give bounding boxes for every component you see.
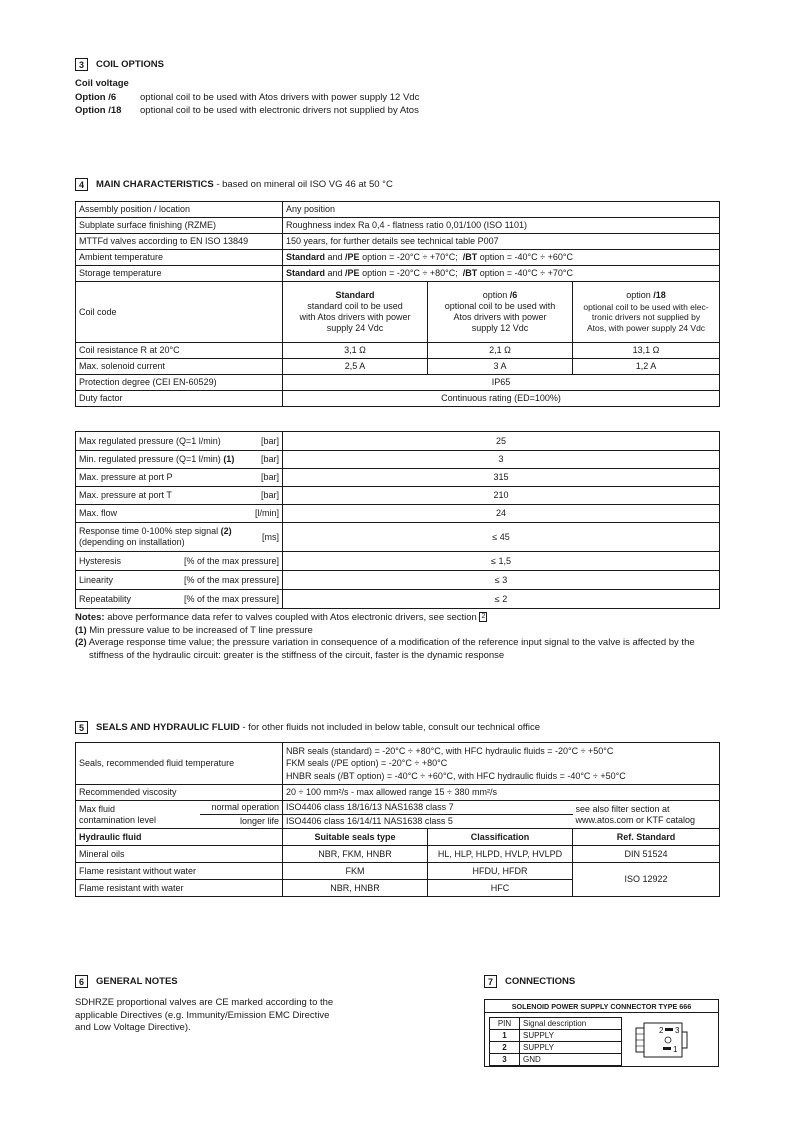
coil-head <box>576 290 716 301</box>
perf-value: ≤ 45 <box>283 523 720 552</box>
note-text: Min pressure value to be increased of T line pressure <box>86 624 313 636</box>
table-row <box>490 1030 622 1042</box>
perf-value: ≤ 3 <box>283 571 720 590</box>
perf-label <box>79 454 234 465</box>
general-notes-line: and Low Voltage Directive). <box>75 1022 191 1034</box>
resistance-value: 3,1 Ω <box>283 343 428 359</box>
perf-label-cell <box>76 571 283 590</box>
pin-2-contact <box>665 1028 673 1031</box>
contamination-label <box>76 801 200 829</box>
fluid-name: Flame resistant without water <box>76 863 283 880</box>
connector-diagram <box>635 1020 695 1060</box>
table-row <box>76 359 720 375</box>
perf-label-cell <box>76 552 283 571</box>
perf-label: Max. pressure at port T <box>79 490 172 501</box>
table-row <box>76 218 720 234</box>
note-marker: (1) <box>75 624 87 636</box>
standard-label: Standard <box>286 252 326 263</box>
filter-reference <box>573 801 720 829</box>
coil-line: standard coil to be used <box>307 300 403 311</box>
range-text: option = -40°C ÷ +60°C <box>477 252 573 263</box>
fluid-standard: DIN 51524 <box>573 846 720 863</box>
section-header <box>75 58 419 71</box>
current-value: 2,5 A <box>283 359 428 375</box>
duty-label: Duty factor <box>76 391 283 407</box>
range-text: option = -40°C ÷ +70°C <box>477 268 573 279</box>
filter-ref-line: see also filter section at <box>575 803 670 814</box>
longer-life-value: ISO4406 class 16/14/11 NAS1638 class 5 <box>283 815 573 829</box>
pin-3-label: 3 <box>675 1026 680 1035</box>
section-number: 4 <box>75 178 88 191</box>
table-row <box>76 785 720 801</box>
viscosity-value: 20 ÷ 100 mm²/s - max allowed range 15 ÷ 380 mm²/s <box>283 785 720 801</box>
pin-signal: GND <box>520 1054 622 1066</box>
table-row <box>76 266 720 282</box>
perf-label: Linearity <box>79 574 114 585</box>
section-connections <box>484 975 575 988</box>
perf-value: 24 <box>283 505 720 523</box>
coil-voltage-subtitle: Coil voltage <box>75 78 129 89</box>
seals-values <box>283 743 720 785</box>
row-label: MTTFd valves according to EN ISO 13849 <box>76 234 283 250</box>
table-row <box>76 391 720 407</box>
row-value: Any position <box>283 202 720 218</box>
fluid-header-row <box>76 829 720 846</box>
storage-label: Storage temperature <box>76 266 283 282</box>
resistance-value: 13,1 Ω <box>573 343 720 359</box>
bt-option: /BT <box>462 268 478 279</box>
perf-unit: [bar] <box>260 454 279 465</box>
performance-notes <box>75 612 725 662</box>
coil-line: Atos, with power supply 24 Vdc <box>586 322 706 333</box>
section-number: 7 <box>484 975 497 988</box>
perf-label-cell <box>76 451 283 469</box>
and-text: and <box>325 252 346 263</box>
resistance-label: Coil resistance R at 20°C <box>76 343 283 359</box>
section-number: 6 <box>75 975 88 988</box>
section-title: MAIN CHARACTERISTICS <box>96 179 214 190</box>
fluid-seals: NBR, HNBR <box>283 880 428 897</box>
perf-unit: [% of the max pressure] <box>183 574 279 585</box>
ground-contact <box>665 1037 671 1043</box>
general-notes-line: applicable Directives (e.g. Immunity/Emission EMC Directive <box>75 1009 330 1021</box>
option-label: Option /18 <box>75 105 122 117</box>
and-text: and <box>325 268 346 279</box>
range-text: option = -20°C ÷ +80°C; <box>359 268 463 279</box>
response-line: (depending on installation) <box>79 537 185 547</box>
note-1 <box>75 625 725 638</box>
option-text: optional coil to be used with electronic drivers not supplied by Atos <box>140 105 419 117</box>
table-row <box>76 469 720 487</box>
coil-head-option: /6 <box>509 289 518 300</box>
section-ref: 2 <box>481 613 486 621</box>
fluid-class: HFDU, HFDR <box>428 863 573 880</box>
note-ref: (2) <box>220 526 232 537</box>
column-header: Suitable seals type <box>283 829 428 846</box>
section-title-suffix: - based on mineral oil ISO VG 46 at 50 °C <box>213 179 393 190</box>
note-2 <box>75 637 725 662</box>
longer-life-label: longer life <box>200 815 283 829</box>
section-number: 5 <box>75 721 88 734</box>
table-row <box>76 432 720 451</box>
section-header <box>75 721 540 734</box>
perf-label-cell <box>76 590 283 609</box>
perf-label-text: Min. regulated pressure (Q=1 l/min) <box>79 454 224 465</box>
perf-value: ≤ 1,5 <box>283 552 720 571</box>
perf-label-cell <box>76 505 283 523</box>
section-general-notes <box>75 975 375 1035</box>
table-row <box>76 451 720 469</box>
seals-label: Seals, recommended fluid temperature <box>76 743 283 785</box>
perf-value: 210 <box>283 487 720 505</box>
ambient-label: Ambient temperature <box>76 250 283 266</box>
coil-options-list <box>75 91 419 118</box>
section-header <box>75 178 393 191</box>
option-label: Option /6 <box>75 92 117 103</box>
pin-number: 2 <box>490 1042 520 1054</box>
section-title-suffix: - for other fluids not included in below table, consult our technical office <box>239 722 541 733</box>
perf-label: Hysteresis <box>79 555 122 566</box>
section-title: SEALS AND HYDRAULIC FLUID <box>96 722 240 733</box>
perf-value: 25 <box>283 432 720 451</box>
perf-value: 3 <box>283 451 720 469</box>
option-row <box>75 104 419 117</box>
protection-value: IP65 <box>283 375 720 391</box>
table-row <box>76 523 720 552</box>
connector-pin-table <box>489 1017 622 1066</box>
section-title: COIL OPTIONS <box>96 59 164 70</box>
pin-2-label: 2 <box>659 1026 664 1035</box>
perf-label <box>79 526 232 548</box>
section-header <box>484 975 575 988</box>
table-row <box>76 250 720 266</box>
contamination-label-line: Max fluid <box>79 803 116 814</box>
perf-unit: [bar] <box>260 490 279 501</box>
note-marker: (2) <box>75 637 87 649</box>
seals-line: NBR seals (standard) = -20°C ÷ +80°C, with HFC hydraulic fluids = -20°C ÷ +50°C <box>286 746 614 757</box>
option-text: optional coil to be used with Atos drivers with power supply 12 Vdc <box>140 92 420 103</box>
range-text: option = -20°C ÷ +70°C; <box>359 252 463 263</box>
pin-signal: SUPPLY <box>520 1042 622 1054</box>
protection-label: Protection degree (CEI EN-60529) <box>76 375 283 391</box>
perf-unit: [% of the max pressure] <box>183 555 279 566</box>
coil-head-option: /18 <box>653 290 666 301</box>
coil-head: Standard <box>335 289 375 300</box>
coil-head <box>431 290 569 301</box>
response-line: Response time 0-100% step signal <box>79 526 221 537</box>
seals-line: FKM seals (/PE option) = -20°C ÷ +80°C <box>286 758 448 769</box>
performance-table <box>75 431 720 609</box>
fluid-standard: ISO 12922 <box>573 863 720 897</box>
section-title: CONNECTIONS <box>505 976 576 987</box>
perf-unit: [ms] <box>262 531 279 542</box>
pin-header-row <box>490 1018 622 1030</box>
main-characteristics-table <box>75 201 720 407</box>
row-label: Assembly position / location <box>76 202 283 218</box>
row-label: Subplate surface finishing (RZME) <box>76 218 283 234</box>
note-ref: (1) <box>223 454 235 465</box>
column-header: Hydraulic fluid <box>76 829 283 846</box>
perf-label: Max. pressure at port P <box>79 472 173 483</box>
option-row <box>75 91 419 104</box>
signal-header: Signal description <box>520 1018 622 1030</box>
standard-label: Standard <box>286 268 326 279</box>
perf-unit: [l/min] <box>254 508 279 519</box>
fluid-name: Flame resistant with water <box>76 880 283 897</box>
general-notes-text <box>75 997 375 1035</box>
perf-label: Repeatability <box>79 593 132 604</box>
table-row <box>76 375 720 391</box>
table-row <box>76 743 720 785</box>
coil-option6-cell <box>428 282 573 343</box>
coil-line: supply 12 Vdc <box>471 323 529 334</box>
storage-value <box>283 266 720 282</box>
perf-value: ≤ 2 <box>283 590 720 609</box>
section-title: GENERAL NOTES <box>96 976 178 987</box>
table-row <box>76 801 720 815</box>
perf-label-cell <box>76 469 283 487</box>
column-header: Ref. Standard <box>573 829 720 846</box>
coil-standard-cell <box>283 282 428 343</box>
perf-unit: [bar] <box>260 472 279 483</box>
coil-code-row <box>76 282 720 343</box>
row-value: 150 years, for further details see technical table P007 <box>283 234 720 250</box>
general-notes-line: SDHRZE proportional valves are CE marked according to the <box>75 997 334 1008</box>
connector-tab <box>682 1032 687 1048</box>
seals-table <box>75 742 720 897</box>
current-label: Max. solenoid current <box>76 359 283 375</box>
fluid-name: Mineral oils <box>76 846 283 863</box>
fluid-class: HL, HLP, HLPD, HVLP, HVLPD <box>428 846 573 863</box>
section-coil-options <box>75 58 419 118</box>
pin-number: 1 <box>490 1030 520 1042</box>
pin-header: PIN <box>490 1018 520 1030</box>
notes-label: Notes: <box>75 612 105 623</box>
table-row <box>76 505 720 523</box>
table-row <box>76 552 720 571</box>
fluid-seals: NBR, FKM, HNBR <box>283 846 428 863</box>
resistance-value: 2,1 Ω <box>428 343 573 359</box>
pin-1-contact <box>663 1047 671 1050</box>
table-row <box>76 571 720 590</box>
normal-operation-label: normal operation <box>200 801 283 815</box>
perf-label: Max regulated pressure (Q=1 l/min) <box>79 435 221 446</box>
duty-value: Continuous rating (ED=100%) <box>283 391 720 407</box>
perf-label-cell <box>76 487 283 505</box>
table-row <box>76 202 720 218</box>
perf-unit: [% of the max pressure] <box>183 593 279 604</box>
coil-line: optional coil to be used with elec- <box>583 301 709 312</box>
coil-option18-cell <box>573 282 720 343</box>
table-row <box>490 1042 622 1054</box>
coil-line: with Atos drivers with power <box>299 312 411 322</box>
connector-title: SOLENOID POWER SUPPLY CONNECTOR TYPE 666 <box>485 1000 718 1013</box>
fluid-seals: FKM <box>283 863 428 880</box>
coil-line: tronic drivers not supplied by <box>591 312 701 323</box>
coil-head-pre: option <box>626 290 654 301</box>
section-seals <box>75 721 540 734</box>
section-header <box>75 975 375 988</box>
pin-1-label: 1 <box>673 1045 678 1054</box>
viscosity-label: Recommended viscosity <box>76 785 283 801</box>
fluid-class: HFC <box>428 880 573 897</box>
perf-label-cell <box>76 523 283 552</box>
note-text: Average response time value; the pressure variation in consequence of a modification of the reference input signal to the valve is affected by the stiffness of the hydraulic circuit: greater is the stiffness of the circuit, faster is the dynamic response <box>86 637 698 661</box>
table-row <box>76 590 720 609</box>
perf-unit: [bar] <box>260 435 279 446</box>
connector-box <box>484 999 719 1067</box>
perf-label-cell <box>76 432 283 451</box>
table-row <box>76 846 720 863</box>
pin-signal: SUPPLY <box>520 1030 622 1042</box>
table-row <box>490 1054 622 1066</box>
perf-label: Max. flow <box>79 508 118 519</box>
bt-option: /BT <box>462 252 478 263</box>
table-row <box>76 863 720 880</box>
pe-option: /PE <box>345 268 360 279</box>
column-header: Classification <box>428 829 573 846</box>
coil-line: Atos drivers with power <box>453 312 547 322</box>
coil-head-pre: option <box>482 289 510 300</box>
table-row <box>76 343 720 359</box>
row-value: Roughness index Ra 0,4 - flatness ratio 0,01/100 (ISO 1101) <box>283 218 720 234</box>
section-number: 3 <box>75 58 88 71</box>
filter-ref-line: www.atos.com or KTF catalog <box>575 814 696 825</box>
notes-line <box>75 612 725 625</box>
table-row <box>76 234 720 250</box>
perf-value: 315 <box>283 469 720 487</box>
normal-operation-value: ISO4406 class 18/16/13 NAS1638 class 7 <box>283 801 573 815</box>
pin-number: 3 <box>490 1054 520 1066</box>
coil-line: optional coil to be used with <box>444 300 556 311</box>
section-main-characteristics <box>75 178 393 191</box>
coil-code-label: Coil code <box>76 282 283 343</box>
ambient-value <box>283 250 720 266</box>
table-row <box>76 487 720 505</box>
current-value: 1,2 A <box>573 359 720 375</box>
pe-option: /PE <box>345 252 360 263</box>
current-value: 3 A <box>428 359 573 375</box>
coil-line: supply 24 Vdc <box>326 323 384 334</box>
notes-text: above performance data refer to valves coupled with Atos electronic drivers, see section <box>104 612 480 623</box>
contamination-label-line: contamination level <box>79 814 157 825</box>
seals-line: HNBR seals (/BT option) = -40°C ÷ +60°C, with HFC hydraulic fluids = -40°C ÷ +50°C <box>286 770 626 781</box>
